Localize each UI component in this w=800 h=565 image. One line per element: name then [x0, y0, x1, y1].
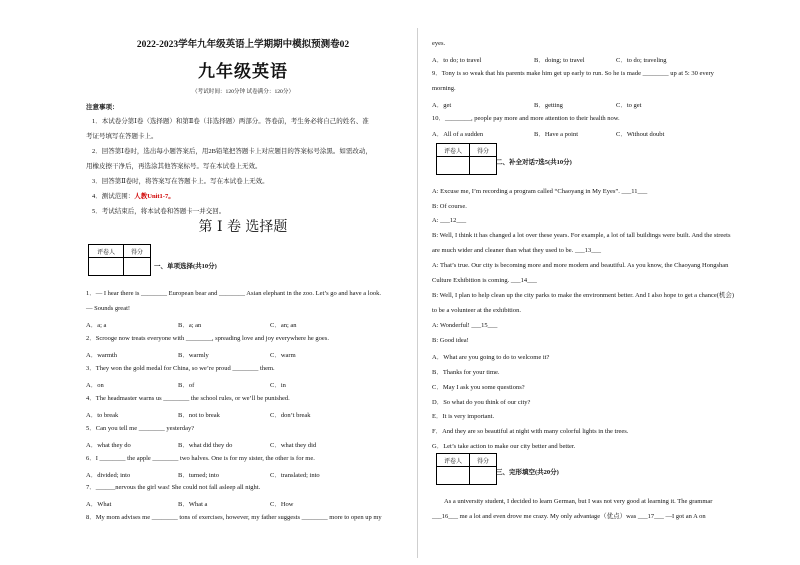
- notice-line: 1．本试卷分第Ⅰ卷（选择题）和第Ⅱ卷（非选择题）两部分。答卷前，考生务必将自己的姓名、准: [92, 118, 369, 125]
- option-a[interactable]: A．what they do: [86, 442, 131, 449]
- dialogue-line: A: Excuse me, I’m recording a program called “Chaoyang in My Eyes”. ___11___: [432, 188, 648, 195]
- choice-e[interactable]: E．It is very important.: [432, 413, 495, 420]
- option-b[interactable]: B．not to break: [178, 412, 220, 419]
- cloze-line: ___16___ me a lot and even drove me crazy. My only advantage（优点）was ___17___ —I got an A on: [432, 513, 706, 520]
- question-5-stem: 5．Can you tell me ________ yesterday?: [86, 425, 195, 432]
- option-b[interactable]: B．of: [178, 382, 195, 389]
- notice-line: 5．考试结束后，将本试卷和答题卡一并交回。: [92, 208, 226, 215]
- option-b[interactable]: B．Have a point: [534, 131, 579, 138]
- option-b[interactable]: B．getting: [534, 102, 563, 109]
- option-c[interactable]: C．How: [270, 501, 294, 508]
- score-label: 得分: [470, 454, 497, 467]
- choice-b[interactable]: B．Thanks for your time.: [432, 369, 500, 376]
- dialogue-line: B: Well, I think it has changed a lot over these years. For example, a lot of tall buildings were built. And the streets: [432, 232, 731, 239]
- option-c[interactable]: C．Without doubt: [616, 131, 665, 138]
- grader-label: 评卷人: [437, 144, 470, 157]
- section-3-title: 三、完形填空(共20分): [496, 469, 559, 476]
- question-3-stem: 3．They won the gold medal for China, so we’re proud ________ them.: [86, 365, 275, 372]
- option-a[interactable]: A．a; a: [86, 322, 107, 329]
- dialogue-line: B: Good idea!: [432, 337, 469, 344]
- notice-line: 用橡皮擦干净后，再选涂其他答案标号。写在本试卷上无效。: [86, 163, 262, 170]
- choice-g[interactable]: G．Let’s take action to make our city better and better.: [432, 443, 576, 450]
- choice-d[interactable]: D．So what do you think of our city?: [432, 399, 531, 406]
- question-4-stem: 4．The headmaster warns us ________ the school rules, or we’ll be punished.: [86, 395, 290, 402]
- score-table: [436, 453, 497, 485]
- notice-line: 考证号填写在答题卡上。: [86, 133, 158, 140]
- score-table: [436, 143, 497, 175]
- choice-c[interactable]: C．May I ask you some questions?: [432, 384, 525, 391]
- option-a[interactable]: A．get: [432, 102, 452, 109]
- grader-cell[interactable]: [437, 467, 470, 485]
- option-b[interactable]: B．What a: [178, 501, 208, 508]
- question-8-continued: eyes.: [432, 40, 446, 47]
- exam-title: 2022-2023学年九年级英语上学期期中模拟预测卷02: [136, 40, 350, 50]
- option-b[interactable]: B．warmly: [178, 352, 209, 359]
- option-c[interactable]: C．to get: [616, 102, 642, 109]
- question-10-stem: 10．________, people pay more and more attention to their health now.: [432, 115, 620, 122]
- question-8-stem: 8．My mom advises me ________ tons of exercises, however, my father suggests ________ more to open up my: [86, 514, 382, 521]
- choice-f[interactable]: F．And they are so beautiful at night with many colorful lights in the trees.: [432, 428, 629, 435]
- score-cell[interactable]: [470, 467, 497, 485]
- option-c[interactable]: C．an; an: [270, 322, 297, 329]
- notice-4-prefix: 4．测试范围：: [92, 193, 135, 200]
- option-a[interactable]: A．on: [86, 382, 104, 389]
- right-column: [428, 0, 763, 565]
- dialogue-line: A: That’s true. Our city is becoming more and more modern and beautiful. As you know, the Chaoyang Hongshan: [432, 262, 729, 269]
- option-c[interactable]: C．to do; traveling: [616, 57, 667, 64]
- option-c[interactable]: C．warm: [270, 352, 296, 359]
- subject-title: 九年级英语: [198, 62, 288, 82]
- grader-cell[interactable]: [437, 157, 470, 175]
- score-cell[interactable]: [470, 157, 497, 175]
- dialogue-line: Culture Exhibition is coming. ___14___: [432, 277, 537, 284]
- part-one-title: 第 I 卷 选择题: [198, 219, 288, 235]
- question-9-continued: morning.: [432, 85, 456, 92]
- grader-cell[interactable]: [89, 258, 124, 276]
- option-a[interactable]: A．All of a sudden: [432, 131, 484, 138]
- option-a[interactable]: A．to break: [86, 412, 119, 419]
- column-divider: [417, 28, 418, 558]
- option-c[interactable]: C．what they did: [270, 442, 317, 449]
- dialogue-line: to be a volunteer at the exhibition.: [432, 307, 521, 314]
- option-c[interactable]: C．in: [270, 382, 286, 389]
- notice-line: 3．回答第Ⅱ卷时，将答案写在答题卡上。写在本试卷上无效。: [92, 178, 269, 185]
- cloze-line: As a university student, I decided to learn German, but I was not very good at learning it. The grammar: [444, 498, 713, 505]
- notice-line: 2．回答第Ⅰ卷时，选出每小题答案后，用2B铅笔把答题卡上对应题目的答案标号涂黑。如需改动，: [92, 148, 372, 155]
- section-1-title: 一、单项选择(共10分): [154, 263, 217, 270]
- option-b[interactable]: B．doing; to travel: [534, 57, 585, 64]
- score-label: 得分: [470, 144, 497, 157]
- dialogue-line: B: Of course.: [432, 203, 467, 210]
- option-a[interactable]: A．What: [86, 501, 112, 508]
- score-table: [88, 244, 151, 276]
- dialogue-line: A: Wonderful! ___15___: [432, 322, 498, 329]
- score-cell[interactable]: [124, 258, 151, 276]
- left-column: [72, 0, 414, 565]
- question-1-stem-2: — Sounds great!: [86, 305, 131, 312]
- question-1-stem: 1．— I hear there is ________ European bear and ________ Asian elephant in the zoo. Let’s go and have a look.: [86, 290, 381, 297]
- test-range: 人教Unit1-7。: [134, 193, 175, 200]
- option-b[interactable]: B．turned; into: [178, 472, 219, 479]
- option-c[interactable]: C．translated; into: [270, 472, 320, 479]
- exam-info: （考试时间：120分钟 试卷满分：120分）: [191, 89, 295, 95]
- question-6-stem: 6．I ________ the apple ________ two halves. One is for my sister, the other is for me.: [86, 455, 315, 462]
- dialogue-line: B: Well, I plan to help clean up the city parks to make the environment better. And I also hope to get a chance(机会): [432, 292, 735, 299]
- question-7-stem: 7．______nervous the girl was! She could not fall asleep all night.: [86, 484, 261, 491]
- option-b[interactable]: B．a; an: [178, 322, 202, 329]
- grader-label: 评卷人: [437, 454, 470, 467]
- dialogue-line: A: ___12___: [432, 217, 467, 224]
- option-b[interactable]: B．what did they do: [178, 442, 233, 449]
- notice-line-4: [92, 193, 175, 201]
- notice-heading: 注意事项：: [86, 104, 119, 111]
- option-a[interactable]: A．to do; to travel: [432, 57, 482, 64]
- question-9-stem: 9．Tony is so weak that his parents make him get up early to run. So he is made ________ up at 5: 30 every: [432, 70, 714, 77]
- choice-a[interactable]: A．What are you going to do to welcome it?: [432, 354, 550, 361]
- dialogue-line: are much wider and cleaner than what they used to be. ___13___: [432, 247, 601, 254]
- option-a[interactable]: A．warmth: [86, 352, 118, 359]
- section-2-title: 二、补全对话7选5(共10分): [496, 159, 572, 166]
- question-2-stem: 2．Scrooge now treats everyone with ________, spreading love and joy everywhere he goes.: [86, 335, 329, 342]
- option-c[interactable]: C．don’t break: [270, 412, 311, 419]
- grader-label: 评卷人: [89, 245, 124, 258]
- score-label: 得分: [124, 245, 151, 258]
- option-a[interactable]: A．divided; into: [86, 472, 131, 479]
